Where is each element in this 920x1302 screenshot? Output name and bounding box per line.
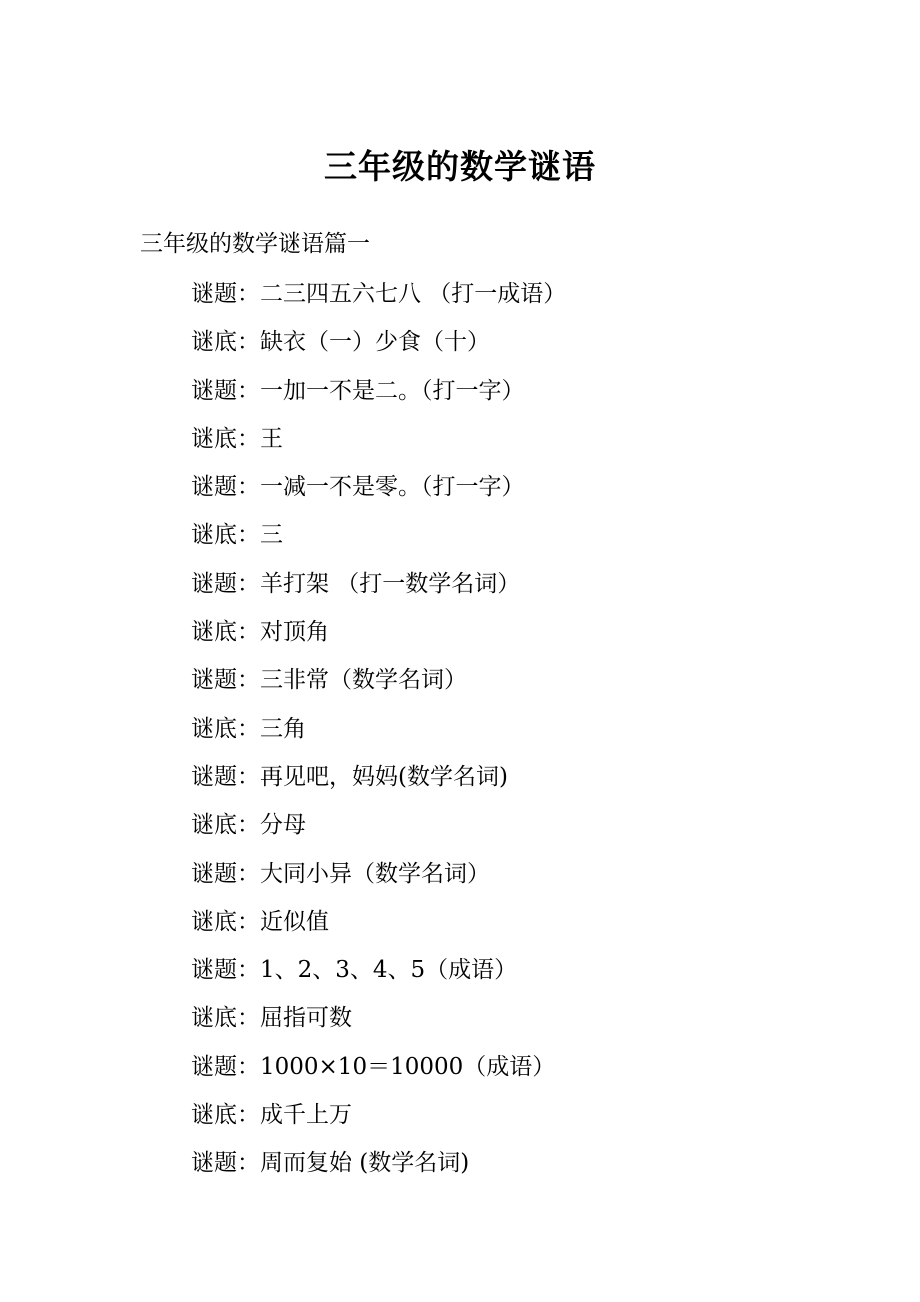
riddle-line-4: 谜底：王 bbox=[191, 425, 283, 452]
section-heading: 三年级的数学谜语篇一 bbox=[140, 231, 370, 257]
riddle-line-19: 谜题：周而复始 (数学名词) bbox=[191, 1150, 470, 1177]
riddle-list bbox=[191, 274, 566, 1192]
riddle-line-15: 谜题：1、2、3、4、5（成语） bbox=[191, 957, 518, 984]
riddle-line-2: 谜底：缺衣（一）少食（十） bbox=[191, 329, 490, 356]
riddle-line-13: 谜题：大同小异（数学名词） bbox=[191, 860, 490, 887]
riddle-line-3: 谜题：一加一不是二。（打一字） bbox=[191, 377, 525, 404]
riddle-line-8: 谜底：对顶角 bbox=[191, 619, 329, 646]
page-title: 三年级的数学谜语 bbox=[324, 147, 596, 186]
riddle-line-11: 谜题：再见吧，妈妈(数学名词) bbox=[191, 763, 508, 790]
riddle-line-14: 谜底：近似值 bbox=[191, 908, 329, 935]
riddle-line-1: 谜题：二三四五六七八 （打一成语） bbox=[191, 281, 567, 307]
riddle-line-7: 谜题：羊打架 （打一数学名词） bbox=[191, 570, 521, 597]
riddle-line-6: 谜底：三 bbox=[191, 522, 283, 549]
riddle-line-18: 谜底：成千上万 bbox=[191, 1102, 352, 1129]
riddle-line-17: 谜题：1000×10＝10000（成语） bbox=[191, 1053, 556, 1080]
riddle-line-5: 谜题：一减一不是零。（打一字） bbox=[191, 474, 525, 501]
riddle-line-10: 谜底：三角 bbox=[191, 715, 306, 742]
riddle-line-9: 谜题：三非常（数学名词） bbox=[191, 667, 467, 694]
riddle-line-12: 谜底：分母 bbox=[191, 812, 306, 839]
riddle-line-16: 谜底：屈指可数 bbox=[191, 1005, 352, 1032]
